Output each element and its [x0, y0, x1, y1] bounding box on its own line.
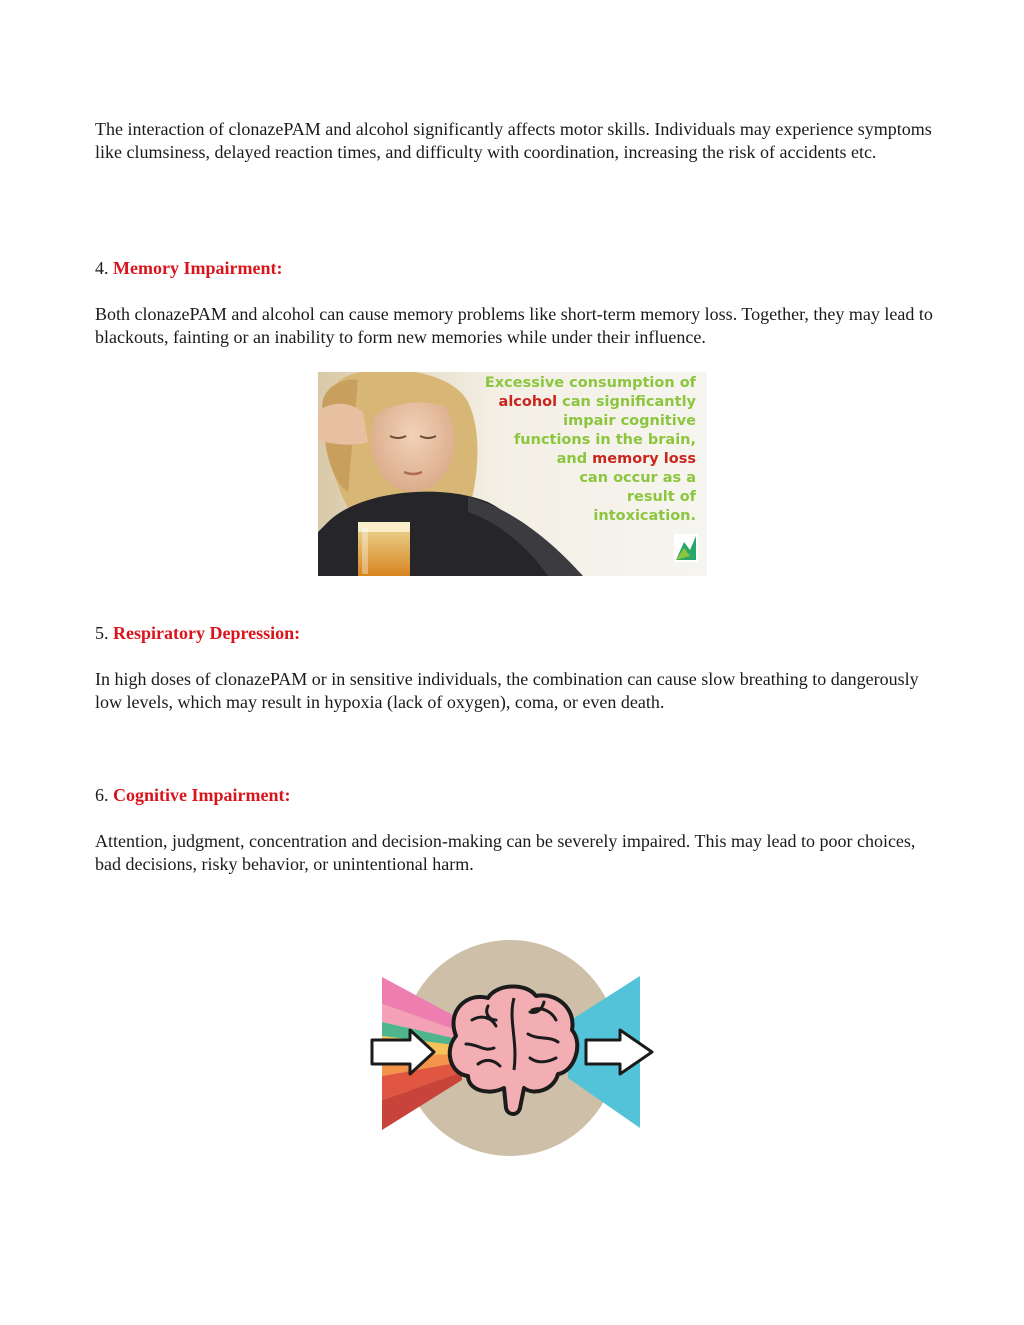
caption-line: and memory loss	[556, 451, 696, 467]
section-title: Respiratory Depression:	[113, 623, 301, 643]
section-body-respiratory: In high doses of clonazePAM or in sensitive individuals, the combination can cause slow breathing to dangerously low levels, which may result in hypoxia (lack of oxygen), coma, or even death.	[95, 669, 919, 712]
caption-line: intoxication.	[593, 508, 696, 524]
section-heading-memory	[95, 257, 282, 280]
section-body-memory: Both clonazePAM and alcohol can cause memory problems like short-term memory loss. Together, they may lead to blackouts, fainting or an inability to form new memories while under their influence.	[95, 304, 933, 347]
memory-loss-image	[318, 372, 707, 576]
section-number: 6.	[95, 785, 109, 805]
section-heading-respiratory	[95, 622, 300, 645]
section-number: 4.	[95, 258, 109, 278]
section-title: Memory Impairment:	[113, 258, 283, 278]
section-title: Cognitive Impairment:	[113, 785, 291, 805]
caption-line: can occur as a	[579, 470, 696, 486]
brain-infographic	[368, 940, 658, 1158]
caption-line: impair cognitive	[563, 413, 696, 429]
section-heading-cognitive	[95, 784, 290, 807]
section-body-cognitive: Attention, judgment, concentration and decision-making can be severely impaired. This may lead to poor choices, bad decisions, risky behavior, or unintentional harm.	[95, 831, 916, 874]
caption-line: functions in the brain,	[513, 432, 696, 448]
logo-icon	[674, 534, 698, 562]
cognitive-brain-figure	[368, 940, 658, 1158]
image-caption	[436, 374, 696, 526]
section-number: 5.	[95, 623, 109, 643]
caption-line: Excessive consumption of	[484, 375, 696, 391]
intro-paragraph: The interaction of clonazePAM and alcohol significantly affects motor skills. Individuals may experience symptoms like clumsiness, delayed reaction times, and difficulty with coordination, increasing the risk of accidents etc.	[95, 119, 932, 162]
caption-line: result of	[626, 489, 696, 505]
caption-line: alcohol can significantly	[498, 394, 696, 410]
